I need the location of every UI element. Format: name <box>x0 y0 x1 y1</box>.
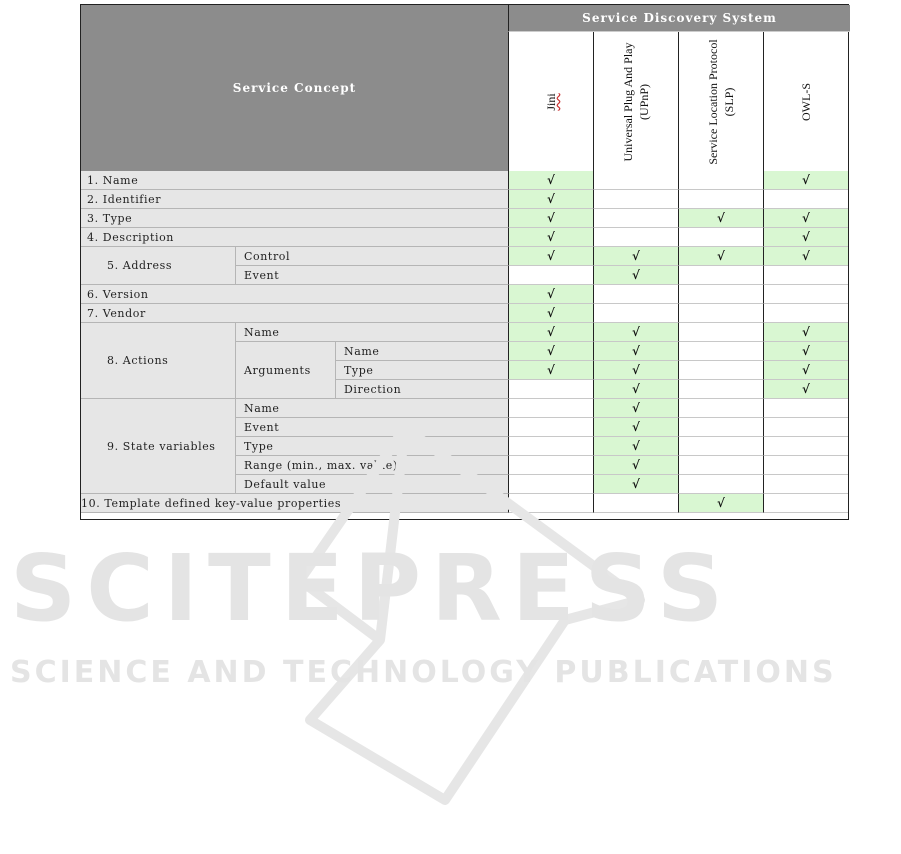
check-cell <box>678 361 763 380</box>
check-cell <box>678 171 763 190</box>
check-cell <box>593 399 678 418</box>
checkmark-icon: √ <box>632 363 640 377</box>
row-label-text: 4. Description <box>87 230 174 244</box>
row-label-text: Name <box>344 344 380 358</box>
row-label-text: 6. Version <box>87 287 149 301</box>
check-cell <box>763 304 848 323</box>
checkmark-icon: √ <box>547 344 555 358</box>
check-cell <box>763 361 848 380</box>
check-cell <box>593 228 678 247</box>
row-label <box>81 171 508 190</box>
checkmark-icon: √ <box>547 363 555 377</box>
check-cell <box>678 323 763 342</box>
check-cell <box>678 209 763 228</box>
system-header-label: Jini <box>544 92 558 111</box>
check-cell <box>508 209 593 228</box>
row-label <box>336 361 508 380</box>
row-label <box>81 209 508 228</box>
check-cell <box>593 266 678 285</box>
checkmark-icon: √ <box>717 496 725 510</box>
check-cell <box>763 171 848 190</box>
check-cell <box>678 228 763 247</box>
checkmark-icon: √ <box>802 382 810 396</box>
subgroup-label-text: Arguments <box>244 363 311 377</box>
system-header-1 <box>593 32 678 171</box>
check-cell <box>593 456 678 475</box>
system-header-3 <box>763 32 848 171</box>
check-cell <box>678 399 763 418</box>
check-cell <box>508 399 593 418</box>
check-cell <box>763 380 848 399</box>
service-concept-header-text: Service Concept <box>232 81 357 95</box>
checkmark-icon: √ <box>547 249 555 263</box>
row-label <box>236 323 508 342</box>
checkmark-icon: √ <box>802 363 810 377</box>
row-label <box>81 494 508 513</box>
check-cell <box>678 304 763 323</box>
check-cell <box>593 285 678 304</box>
check-cell <box>678 380 763 399</box>
row-label <box>336 380 508 399</box>
checkmark-icon: √ <box>632 325 640 339</box>
check-cell <box>508 361 593 380</box>
check-cell <box>593 342 678 361</box>
check-cell <box>508 475 593 494</box>
check-cell <box>593 209 678 228</box>
row-label-text: Name <box>244 325 280 339</box>
row-label <box>81 228 508 247</box>
row-label <box>236 437 508 456</box>
checkmark-icon: √ <box>547 306 555 320</box>
subgroup-label <box>236 342 336 399</box>
check-cell <box>763 342 848 361</box>
row-label-text: 1. Name <box>87 173 139 187</box>
discovery-system-header <box>508 5 850 32</box>
check-cell <box>678 418 763 437</box>
system-header-label: Universal Plug And Play (UPnP) <box>621 42 651 161</box>
check-cell <box>593 323 678 342</box>
system-header-label: OWL-S <box>799 82 813 121</box>
row-label-text: Event <box>244 268 280 282</box>
row-label <box>236 475 508 494</box>
checkmark-icon: √ <box>547 192 555 206</box>
checkmark-icon: √ <box>802 249 810 263</box>
checkmark-icon: √ <box>717 249 725 263</box>
check-cell <box>763 418 848 437</box>
check-cell <box>508 437 593 456</box>
check-cell <box>508 266 593 285</box>
system-header-label: Service Location Protocol (SLP) <box>706 38 736 165</box>
checkmark-icon: √ <box>802 211 810 225</box>
row-label <box>81 190 508 209</box>
checkmark-icon: √ <box>632 344 640 358</box>
watermark-brand: SCITEPRESS <box>10 535 734 642</box>
checkmark-icon: √ <box>632 382 640 396</box>
check-cell <box>763 475 848 494</box>
row-label-text: Range (min., max. value) <box>244 458 398 472</box>
check-cell <box>763 266 848 285</box>
checkmark-icon: √ <box>547 173 555 187</box>
checkmark-icon: √ <box>547 287 555 301</box>
check-cell <box>763 228 848 247</box>
check-cell <box>763 456 848 475</box>
checkmark-icon: √ <box>632 439 640 453</box>
row-label-text: 7. Vendor <box>87 306 146 320</box>
check-cell <box>593 361 678 380</box>
check-cell <box>763 209 848 228</box>
group-label-text: 5. Address <box>107 259 173 272</box>
check-cell <box>678 266 763 285</box>
check-cell <box>593 437 678 456</box>
check-cell <box>763 323 848 342</box>
row-label-text: Direction <box>344 382 402 396</box>
check-cell <box>593 494 678 513</box>
check-cell <box>678 190 763 209</box>
check-cell <box>593 418 678 437</box>
checkmark-icon: √ <box>632 268 640 282</box>
service-concept-table <box>80 4 849 520</box>
checkmark-icon: √ <box>632 420 640 434</box>
row-label-text: 10. Template defined key-value properties <box>81 496 342 510</box>
check-cell <box>508 323 593 342</box>
row-label-text: Type <box>344 363 374 377</box>
checkmark-icon: √ <box>802 325 810 339</box>
check-cell <box>508 285 593 304</box>
check-cell <box>508 228 593 247</box>
check-cell <box>508 342 593 361</box>
row-label-text: Name <box>244 401 280 415</box>
check-cell <box>508 171 593 190</box>
discovery-system-header-text: Service Discovery System <box>582 11 777 25</box>
check-cell <box>678 494 763 513</box>
check-cell <box>508 456 593 475</box>
checkmark-icon: √ <box>632 477 640 491</box>
checkmark-icon: √ <box>632 249 640 263</box>
check-cell <box>593 247 678 266</box>
row-label <box>236 266 508 285</box>
check-cell <box>678 285 763 304</box>
system-header-0 <box>508 32 593 171</box>
row-label-text: 3. Type <box>87 211 133 225</box>
check-cell <box>508 304 593 323</box>
check-cell <box>763 437 848 456</box>
check-cell <box>678 475 763 494</box>
check-cell <box>678 342 763 361</box>
checkmark-icon: √ <box>632 401 640 415</box>
watermark-tagline: SCIENCE AND TECHNOLOGY PUBLICATIONS <box>10 655 837 690</box>
row-label <box>236 418 508 437</box>
row-label <box>236 456 508 475</box>
row-label <box>81 304 508 323</box>
row-label-text: 2. Identifier <box>87 192 162 206</box>
row-label <box>236 247 508 266</box>
row-label-text: Control <box>244 249 291 263</box>
row-label-text: Type <box>244 439 274 453</box>
row-label-text: Event <box>244 420 280 434</box>
check-cell <box>763 247 848 266</box>
service-concept-header <box>81 5 508 171</box>
group-label <box>81 399 236 494</box>
row-label <box>81 285 508 304</box>
check-cell <box>508 190 593 209</box>
checkmark-icon: √ <box>802 173 810 187</box>
group-label-text: 9. State variables <box>107 439 216 453</box>
check-cell <box>508 494 593 513</box>
check-cell <box>763 494 848 513</box>
check-cell <box>508 247 593 266</box>
checkmark-icon: √ <box>802 230 810 244</box>
check-cell <box>763 399 848 418</box>
group-label <box>81 247 236 285</box>
check-cell <box>593 304 678 323</box>
check-cell <box>593 380 678 399</box>
check-cell <box>678 247 763 266</box>
group-label-text: 8. Actions <box>107 354 169 367</box>
checkmark-icon: √ <box>547 230 555 244</box>
check-cell <box>763 190 848 209</box>
system-header-2 <box>678 32 763 171</box>
check-cell <box>593 475 678 494</box>
check-cell <box>593 171 678 190</box>
check-cell <box>763 285 848 304</box>
check-cell <box>508 380 593 399</box>
check-cell <box>678 456 763 475</box>
check-cell <box>678 437 763 456</box>
row-label <box>336 342 508 361</box>
check-cell <box>508 418 593 437</box>
row-label-text: Default value <box>244 477 327 491</box>
checkmark-icon: √ <box>547 211 555 225</box>
row-label <box>236 399 508 418</box>
checkmark-icon: √ <box>802 344 810 358</box>
checkmark-icon: √ <box>632 458 640 472</box>
check-cell <box>593 190 678 209</box>
checkmark-icon: √ <box>717 211 725 225</box>
group-label <box>81 323 236 399</box>
checkmark-icon: √ <box>547 325 555 339</box>
